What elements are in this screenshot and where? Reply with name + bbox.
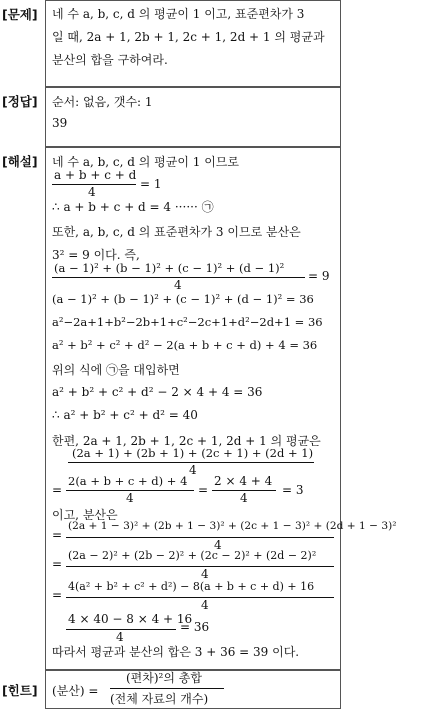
frac5-denominator: 4 (201, 567, 209, 581)
frac3-rhs: = 3 (282, 483, 304, 497)
frac2-rhs: = 9 (308, 269, 330, 283)
hint-lhs: (분산) = (52, 684, 99, 698)
solution-text-9: a² + b² + c² + d² − 2 × 4 + 4 = 36 (52, 385, 263, 399)
frac1-numerator: a + b + c + d (54, 168, 137, 182)
solution-text-12: 이고, 분산은 (52, 508, 118, 522)
solution-text-8: 위의 식에 ㉠을 대입하면 (52, 363, 180, 377)
solution-text-11: 한편, 2a + 1, 2b + 1, 2c + 1, 2d + 1 의 평균은 (52, 434, 321, 448)
hint-bar (110, 688, 224, 689)
frac7-numerator: 4 × 40 − 8 × 4 + 16 (68, 612, 193, 626)
frac3-equals: = (52, 483, 63, 497)
solution-text-13: 따라서 평균과 분산의 합은 3 + 36 = 39 이다. (52, 645, 300, 659)
frac3b-numerator: 2 × 4 + 4 (214, 474, 273, 488)
frac3-top-numerator: (2a + 1) + (2b + 1) + (2c + 1) + (2d + 1) (72, 446, 314, 460)
frac4-equals: = (52, 528, 63, 542)
frac3b-denominator: 4 (240, 491, 248, 505)
frac3-denominator: 4 (126, 491, 134, 505)
frac5-bar (66, 566, 334, 567)
frac3-numerator: 2(a + b + c + d) + 4 (68, 474, 188, 488)
frac4-bar (66, 537, 334, 538)
frac1-denominator: 4 (88, 185, 96, 199)
solution-text-5: (a − 1)² + (b − 1)² + (c − 1)² + (d − 1)² = 36 (52, 292, 314, 306)
frac2-numerator: (a − 1)² + (b − 1)² + (c − 1)² + (d − 1)² (54, 261, 285, 275)
answer-line-1: 순서: 없음, 갯수: 1 (52, 95, 153, 109)
answer-box (45, 87, 341, 147)
frac7-rhs: = 36 (180, 620, 210, 634)
problem-line-2: 일 때, 2a + 1, 2b + 1, 2c + 1, 2d + 1 의 평균과 (52, 30, 325, 44)
label-hint: [힌트] (2, 683, 38, 698)
frac3-top-denominator: 4 (189, 463, 197, 477)
frac6-equals: = (52, 588, 63, 602)
hint-box (45, 670, 341, 709)
solution-text-3: 또한, a, b, c, d 의 표준편차가 3 이므로 분산은 (52, 225, 301, 239)
problem-line-3: 분산의 합을 구하여라. (52, 53, 168, 67)
solution-text-6: a²−2a+1+b²−2b+1+c²−2c+1+d²−2d+1 = 36 (52, 315, 323, 329)
frac1-rhs: = 1 (140, 177, 162, 191)
frac4-denominator: 4 (214, 538, 222, 552)
frac6-bar (66, 597, 334, 598)
label-solution: [해설] (2, 154, 38, 169)
frac6-numerator: 4(a² + b² + c² + d²) − 8(a + b + c + d) + 16 (68, 580, 315, 593)
label-problem: [문제] (2, 7, 38, 22)
solution-text-10: ∴ a² + b² + c² + d² = 40 (52, 408, 198, 422)
solution-text-7: a² + b² + c² + d² − 2(a + b + c + d) + 4 = 36 (52, 338, 318, 352)
label-answer: [정답] (2, 94, 38, 109)
answer-value: 39 (52, 116, 68, 130)
frac2-denominator: 4 (174, 278, 182, 292)
solution-text-2: ∴ a + b + c + d = 4 ······ ㉠ (52, 200, 214, 214)
hint-denominator: (전체 자료의 개수) (110, 692, 209, 706)
frac5-equals: = (52, 557, 63, 571)
hint-numerator: (편차)²의 총합 (126, 671, 202, 685)
solution-text-1: 네 수 a, b, c, d 의 평균이 1 이므로 (52, 155, 239, 169)
problem-line-1: 네 수 a, b, c, d 의 평균이 1 이고, 표준편차가 3 (52, 7, 305, 21)
solution-box (45, 147, 397, 670)
frac6-denominator: 4 (201, 598, 209, 612)
frac3-equals-2: = (198, 483, 209, 497)
frac5-numerator: (2a − 2)² + (2b − 2)² + (2c − 2)² + (2d − 2)² (68, 549, 317, 562)
frac4-numerator: (2a + 1 − 3)² + (2b + 1 − 3)² + (2c + 1 − 3)² + (2d + 1 − 3)² (68, 520, 397, 532)
frac7-denominator: 4 (116, 630, 124, 644)
problem-box (45, 0, 341, 87)
solution-text-4: 3² = 9 이다. 즉, (52, 248, 140, 262)
